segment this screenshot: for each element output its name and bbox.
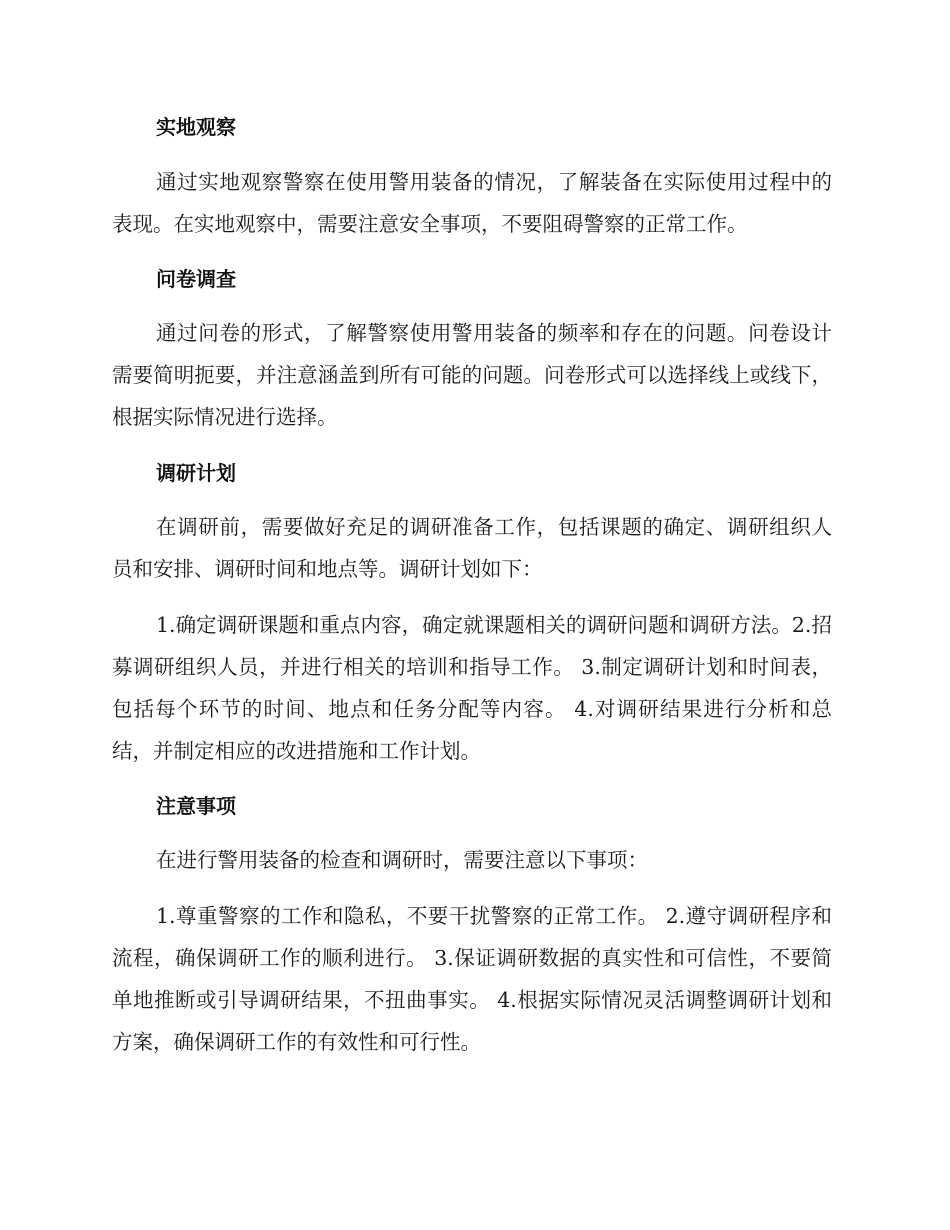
paragraph-questionnaire: 通过问卷的形式，了解警察使用警用装备的频率和存在的问题。问卷设计需要简明扼要，并注意涵盖到所有可能的问题。问卷形式可以选择线上或线下，根据实际情况进行选择。	[112, 321, 832, 429]
section-heading-field-observation: 实地观察	[156, 115, 236, 139]
section-heading-questionnaire: 问卷调查	[156, 267, 236, 291]
section-heading-research-plan: 调研计划	[156, 461, 236, 485]
paragraph-precautions-list: 1.尊重警察的工作和隐私，不要干扰警察的正常工作。 2.遵守调研程序和流程，确保调研工作的顺利进行。 3.保证调研数据的真实性和可信性，不要简单地推断或引导调研结果，不扭曲事实。 4.根据实际情况灵活调整调研计划和方案，确保调研工作的有效性和可行性。	[112, 904, 832, 1054]
section-heading-precautions: 注意事项	[156, 794, 236, 818]
paragraph-research-plan-steps: 1.确定调研课题和重点内容，确定就课题相关的调研问题和调研方法。2.招募调研组织人员，并进行相关的培训和指导工作。 3.制定调研计划和时间表，包括每个环节的时间、地点和任务分配等内容。 4.对调研结果进行分析和总结，并制定相应的改进措施和工作计划。	[112, 613, 832, 763]
paragraph-precautions-intro: 在进行警用装备的检查和调研时，需要注意以下事项：	[156, 848, 648, 872]
paragraph-research-plan-intro: 在调研前，需要做好充足的调研准备工作，包括课题的确定、调研组织人员和安排、调研时间和地点等。调研计划如下：	[112, 515, 832, 581]
paragraph-field-observation: 通过实地观察警察在使用警用装备的情况，了解装备在实际使用过程中的表现。在实地观察中，需要注意安全事项，不要阻碍警察的正常工作。	[112, 170, 832, 236]
